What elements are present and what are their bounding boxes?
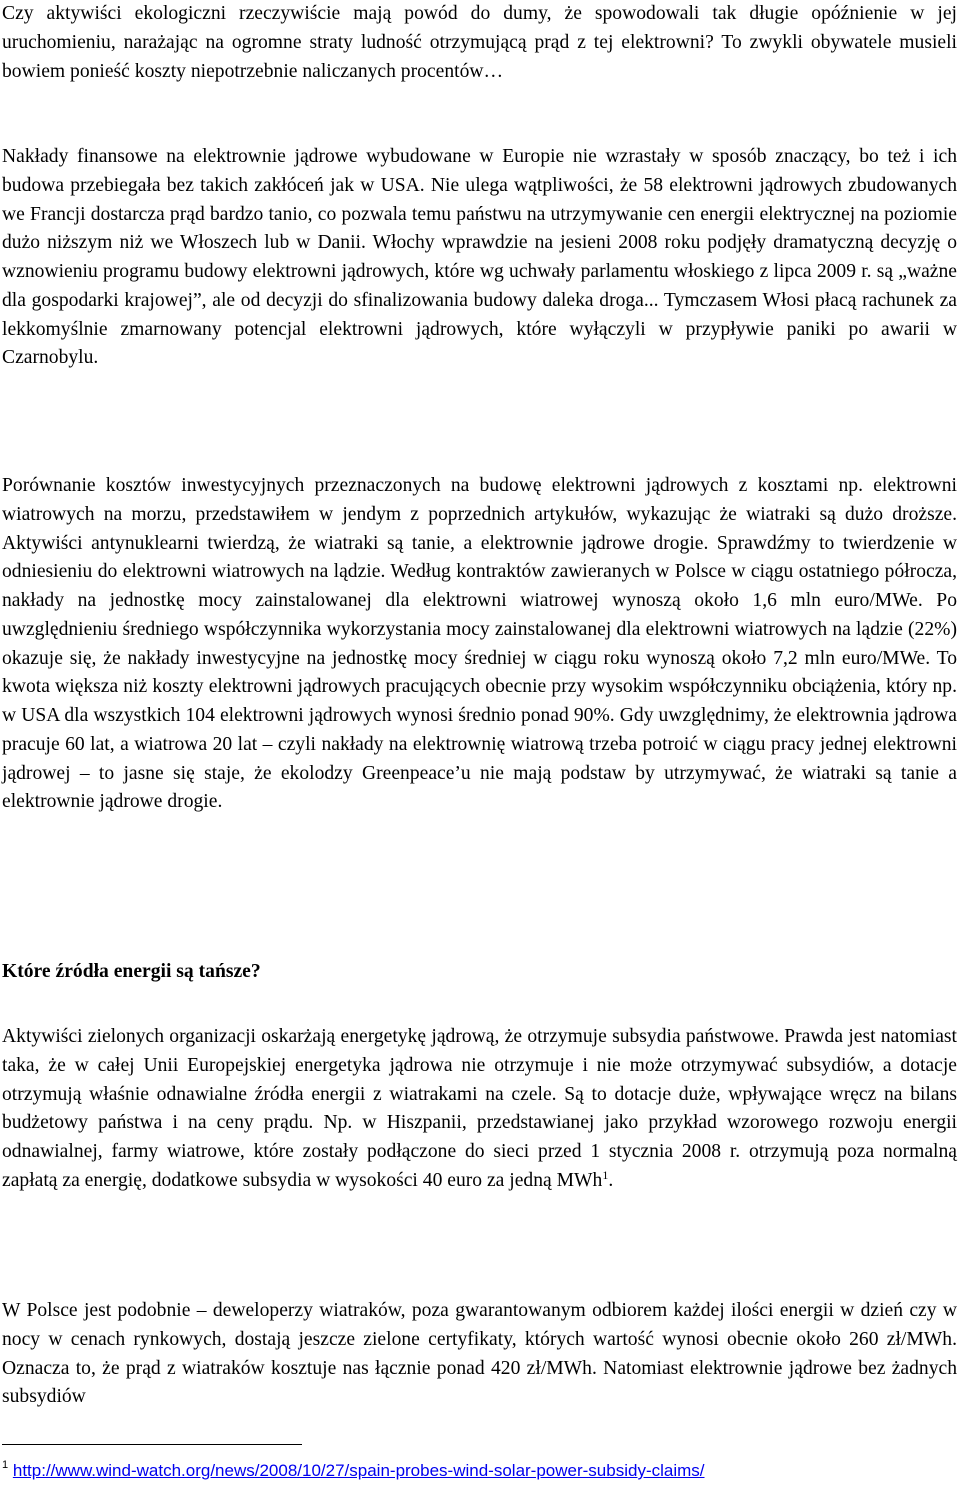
paragraph-subsidies-end: . [608, 1169, 614, 1191]
section-heading: Które źródła energii są tańsze? [2, 961, 261, 982]
footnote-divider [2, 1444, 302, 1445]
footnote [2, 1458, 957, 1484]
paragraph-wind-comparison: Porównanie kosztów inwestycyjnych przeznaczonych na budowę elektrowni jądrowych z kosztami np. elektrowni wiatrowych na morzu, przedstawiłem w jendym z poprzednich artykułów, wykazując że wiatraki są dużo droższe. Aktywiści antynuklearni twierdzą, że wiatraki są tanie, a elektrownie jądrowe drogie. Sprawdźmy to twierdzenie w odniesieniu do elektrowni wiatrowych na lądzie. Według kontraktów zawieranych w Polsce w ciągu ostatniego półrocza, nakłady na jednostkę mocy zainstalowanej dla elektrowni wiatrowej wynoszą około 1,6 mln euro/MWe. Po uwzględnieniu średniego współczynnika wykorzystania mocy zainstalowanej dla elektrowni wiatrowych na lądzie (22%) okazuje się, że nakłady inwestycyjne na jednostkę mocy średniej w ciągu roku wynoszą około 7,2 mln euro/MWe. To kwota większa niż koszty elektrowni jądrowych pracujących obecnie przy wysokim współczynniku obciążenia, który np. w USA dla wszystkich 104 elektrowni jądrowych wynosi średnio ponad 90%. Gdy uwzględnimy, że elektrownia jądrowa pracuje 60 lat, a wiatrowa 20 lat – czyli nakłady na elektrownię wiatrową trzeba potroić w ciągu pracy jednej elektrowni jądrowej – to jasne się staje, że ekolodzy Greenpeace’u nie mają podstaw by utrzymywać, że wiatraki są tanie a elektrownie jądrowe drogie. [2, 475, 957, 813]
footnote-reference[interactable]: 1 [602, 1167, 609, 1182]
footnote-number: 1 [2, 1459, 9, 1471]
paragraph-subsidies-text: Aktywiści zielonych organizacji oskarżają energetykę jądrową, że otrzymuje subsydia państwowe. Prawda jest natomiast taka, że w całej Unii Europejskiej energetyka jądrowa nie otrzymuje i nie może otrzymywać subsydiów, a dotacje otrzymują właśnie odnawialne źródła energii z wiatrakami na czele. Są to dotacje duże, wpływające wręcz na bilans budżetowy państwa i na ceny prądu. Np. w Hiszpanii, przedstawianej jako przykład wzorowego rozwoju energii odnawialnej, farmy wiatrowe, które zostały podłączone do sieci przed 1 stycznia 2008 r. otrzymują poza normalną zapłatą za energię, dodatkowe subsydia w wysokości 40 euro za jedną MWh [2, 1026, 957, 1191]
paragraph-europe-costs: Nakłady finansowe na elektrownie jądrowe wybudowane w Europie nie wzrastały w sposób znaczący, bo też i ich budowa przebiegała bez takich zakłóceń jak w USA. Nie ulega wątpliwości, że 58 elektrowni jądrowych zbudowanych we Francji dostarcza prąd bardzo tanio, co pozwala temu państwu na utrzymywanie cen energii elektrycznej na poziomie dużo niższym niż we Włoszech lub w Danii. Włochy wprawdzie na jesieni 2008 roku podjęły dramatyczną decyzję o wznowieniu programu budowy elektrowni jądrowych, które wg uchwały parlamentu włoskiego z lipca 2009 r. są „ważne dla gospodarki krajowej”, ale od decyzji do sfinalizowania budowy daleka droga... Tymczasem Włosi płacą rachunek za lekkomyślnie zmarnowany potencjal elektrowni jądrowych, które wyłączyli w przypływie paniki po awarii w Czarnobylu. [2, 146, 957, 369]
paragraph-subsidies [2, 1023, 957, 1196]
paragraph-intro: Czy aktywiści ekologiczni rzeczywiście mają powód do dumy, że spowodowali tak długie opóźnienie w jej uruchomieniu, narażając na ogromne straty ludność otrzymującą prąd z tej elektrowni? To zwykli obywatele musieli bowiem ponieść koszty niepotrzebnie naliczanych procentów… [2, 3, 957, 82]
paragraph-poland: W Polsce jest podobnie – deweloperzy wiatraków, poza gwarantowanym odbiorem każdej ilości energii w dzień czy w nocy w cenach rynkowych, dostają jeszcze zielone certyfikaty, których wartość wynosi obecnie około 260 zł/MWh. Oznacza to, że prąd z wiatraków kosztuje nas łącznie ponad 420 zł/MWh. Natomiast elektrownie jądrowe bez żadnych subsydiów [2, 1300, 957, 1408]
footnote-link[interactable]: http://www.wind-watch.org/news/2008/10/27/spain-probes-wind-solar-power-subsidy-claims/ [12, 1461, 705, 1480]
